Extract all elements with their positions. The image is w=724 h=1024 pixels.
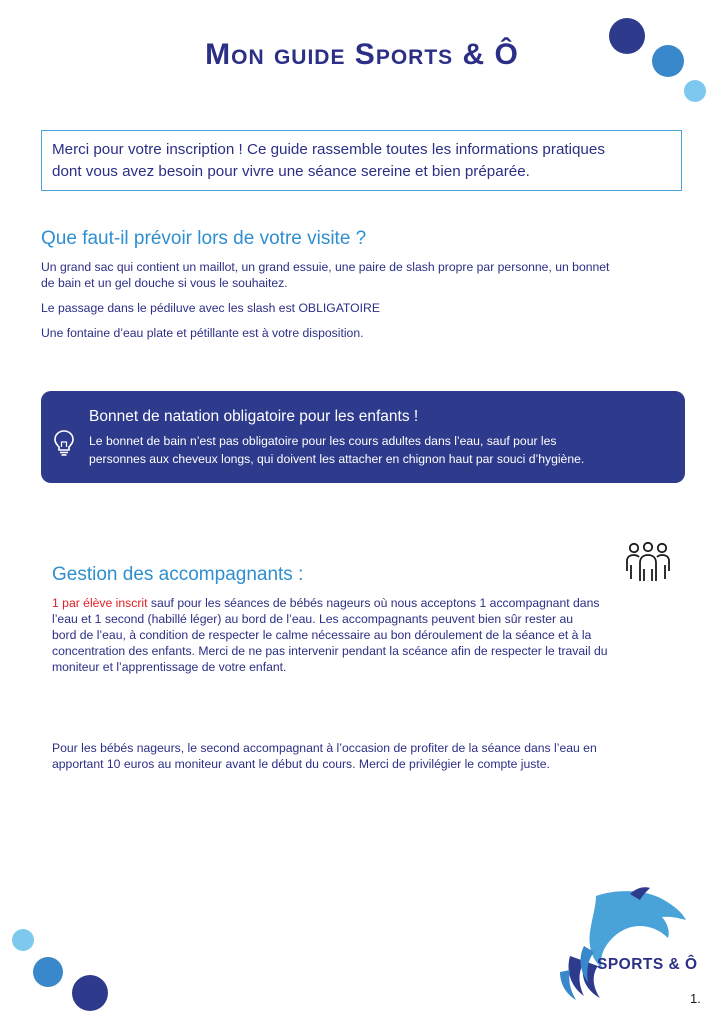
visit-para-2: Le passage dans le pédiluve avec les slash est OBLIGATOIRE [41, 301, 380, 315]
people-group-icon [624, 541, 672, 585]
accompagnants-line: Pour les bébés nageurs, le second accompagnant à l’occasion de profiter de la séance dans l’eau en [52, 741, 597, 755]
callout-line: Le bonnet de bain n’est pas obligatoire pour les cours adultes dans l’eau, sauf pour les [89, 434, 557, 448]
decor-circle [72, 975, 108, 1011]
visit-para-line: Un grand sac qui contient un maillot, un grand essuie, une paire de slash propre par personne, un bonnet [41, 260, 610, 274]
intro-line: dont vous avez besoin pour vivre une séance sereine et bien préparée. [52, 163, 530, 180]
accompagnants-line: apportant 10 euros au moniteur avant le début du cours. Merci de privilégier le compte juste. [52, 757, 550, 771]
accompagnants-heading: Gestion des accompagnants : [52, 564, 304, 585]
page-title: Mon guide Sports & Ô [205, 38, 519, 71]
page-number: 1. [690, 991, 701, 1006]
callout-heading: Bonnet de natation obligatoire pour les enfants ! [89, 408, 419, 425]
decor-circle [33, 957, 63, 987]
visit-para-3: Une fontaine d’eau plate et pétillante est à votre disposition. [41, 326, 364, 340]
accompagnants-para-1 [52, 595, 692, 675]
callout-text [89, 432, 669, 468]
visit-para-1 [41, 259, 691, 291]
dolphin-logo-icon [556, 886, 696, 1002]
decor-circle [12, 929, 34, 951]
highlight-text: 1 par élève inscrit [52, 596, 148, 610]
accompagnants-para-2 [52, 740, 692, 772]
accompagnants-line: concentration des enfants. Merci de ne pas intervenir pendant la scéance afin de respecter le travail du [52, 644, 608, 658]
lightbulb-icon [53, 429, 75, 457]
accompagnants-line: sauf pour les séances de bébés nageurs où nous acceptons 1 accompagnant dans [147, 596, 600, 610]
visit-para-line: de bain et un gel douche si vous le souhaitez. [41, 276, 288, 290]
intro-line: Merci pour votre inscription ! Ce guide rassemble toutes les informations pratiques [52, 141, 605, 158]
intro-box [41, 130, 682, 191]
logo-text: SPORTS & Ô [597, 956, 698, 973]
callout-line: personnes aux cheveux longs, qui doivent les attacher en chignon haut par souci d’hygiène. [89, 452, 585, 466]
callout-box [41, 391, 685, 483]
accompagnants-line: l’eau et 1 second (habillé léger) au bord de l’eau. Les accompagnants peuvent bien sûr rester au [52, 612, 574, 626]
accompagnants-line: moniteur et l’apprentissage de votre enfant. [52, 660, 287, 674]
accompagnants-line: bord de l’eau, à condition de respecter le calme nécessaire au bon déroulement de la séance et à la [52, 628, 592, 642]
visit-heading: Que faut-il prévoir lors de votre visite ? [41, 228, 367, 249]
decor-circle [684, 80, 706, 102]
